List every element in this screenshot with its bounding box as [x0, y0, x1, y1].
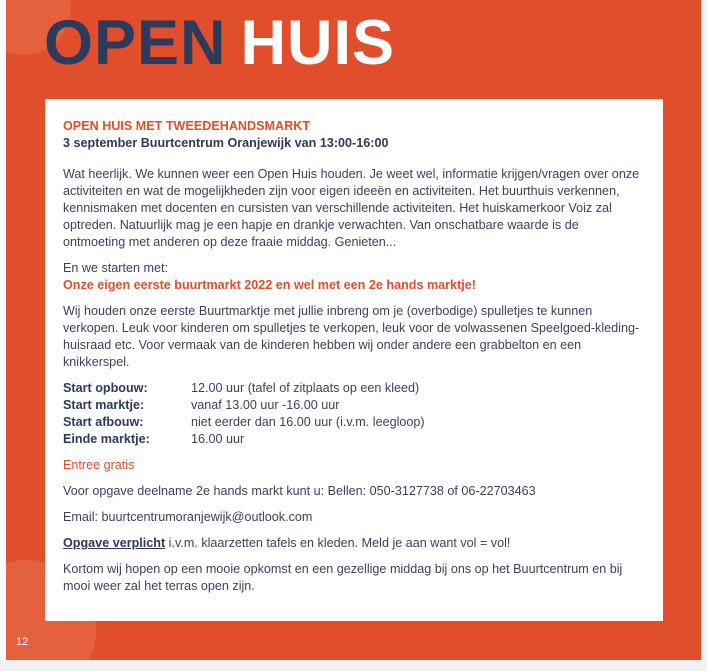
entree-text: Entree gratis [63, 458, 135, 472]
schedule-label: Einde marktje: [63, 432, 150, 446]
required-line [63, 535, 643, 552]
title-word-open: OPEN [44, 8, 227, 78]
schedule-row [63, 414, 643, 431]
schedule-label: Start afbouw: [63, 415, 144, 429]
required-text: i.v.m. klaarzetten tafels en kleden. Meld je aan want vol = vol! [165, 536, 511, 550]
schedule-label: Start marktje: [63, 398, 145, 412]
page-title [44, 8, 396, 78]
content-card [45, 99, 663, 621]
start-line: En we starten met: [63, 261, 168, 275]
schedule-row [63, 380, 643, 397]
signup-text: Voor opgave deelname 2e hands markt kunt u: Bellen: 050-3127738 of 06-22703463 [63, 484, 536, 498]
schedule-row [63, 431, 643, 448]
page-number: 12 [16, 636, 29, 648]
article-subheading: 3 september Buurtcentrum Oranjewijk van 13:00-16:00 [63, 136, 389, 150]
title-word-huis: HUIS [240, 8, 396, 78]
page-edge [0, 660, 707, 671]
article-body [63, 118, 643, 595]
schedule-list [63, 380, 643, 448]
email-text: Email: buurtcentrumoranjewijk@outlook.com [63, 510, 313, 524]
schedule-row [63, 397, 643, 414]
page-edge [701, 0, 707, 671]
schedule-value: 16.00 uur [191, 432, 245, 446]
required-label: Opgave verplicht [63, 536, 166, 550]
schedule-value: niet eerder dan 16.00 uur (i.v.m. leegloop) [191, 415, 425, 429]
schedule-value: vanaf 13.00 uur -16.00 uur [191, 398, 340, 412]
schedule-label: Start opbouw: [63, 381, 148, 395]
schedule-value: 12.00 uur (tafel of zitplaats op een kleed) [191, 381, 420, 395]
highlight-line: Onze eigen eerste buurtmarkt 2022 en wel met een 2e hands marktje! [63, 278, 476, 292]
market-paragraph: Wij houden onze eerste Buurtmarktje met jullie inbreng om je (overbodige) spulletjes te kunnen verkopen. Leuk voor kinderen om spulletjes te verkopen, leuk voor de volwassenen Speelgoed-kleding-huisraad etc. Voor vermaak van de kinderen hebben wij onder andere een grabbelton en een knikkerspel. [63, 304, 640, 369]
article-heading: OPEN HUIS MET TWEEDEHANDSMARKT [63, 119, 310, 133]
closing-paragraph: Kortom wij hopen op een mooie opkomst en een gezellige middag bij ons op het Buurtcentrum en bij mooi weer zal het terras open zijn. [63, 562, 623, 593]
intro-paragraph: Wat heerlijk. We kunnen weer een Open Huis houden. Je weet wel, informatie krijgen/vragen over onze activiteiten en wat de mogelijkheden zijn voor eigen ideeën en activiteiten. Het buurthuis verkennen, kennismaken met docenten en cursisten van verschillende activiteiten. Het huiskamerkoor Voiz zal optreden. Natuurlijk mag je een hapje en drankje verwachten. Van onschatbare waarde is de ontmoeting met anderen op deze fraaie middag. Genieten... [63, 167, 640, 249]
